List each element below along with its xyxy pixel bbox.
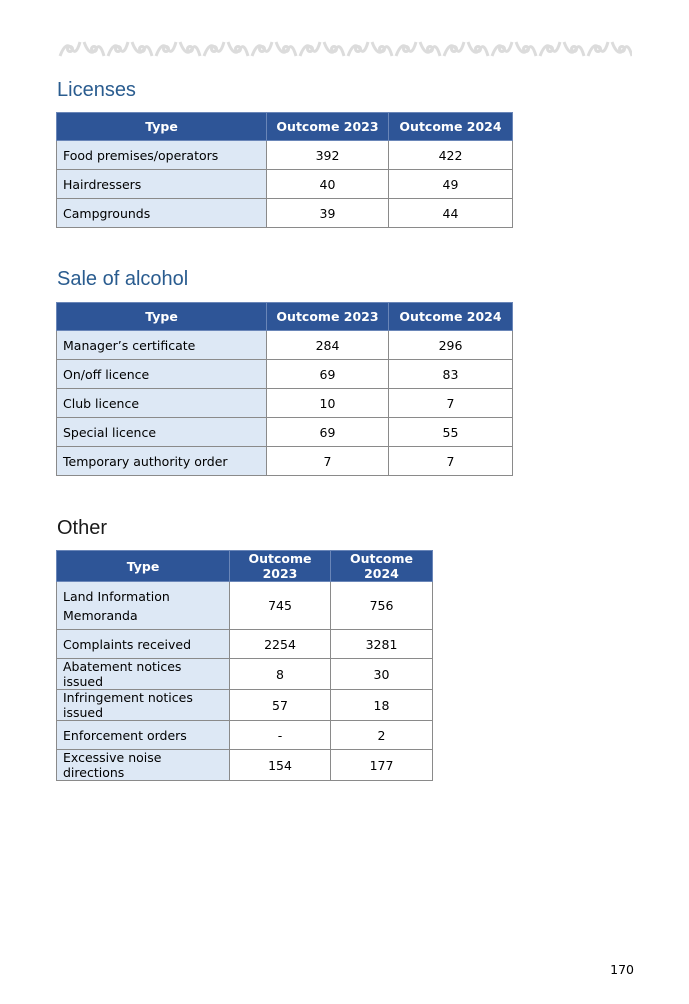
table-row [57,360,513,389]
row-type: Special licence [57,418,267,447]
row-outcome-2023: 8 [230,659,331,690]
other-table [56,550,433,781]
row-type: Infringement notices issued [57,690,230,721]
column-header-outcome-2024: Outcome 2024 [331,551,433,582]
column-header-outcome-2024: Outcome 2024 [389,113,513,141]
row-outcome-2024: 422 [389,141,513,170]
section-heading-sale-of-alcohol: Sale of alcohol [57,268,189,290]
column-header-outcome-2023: Outcome 2023 [267,113,389,141]
decorative-pattern-banner [58,36,632,62]
row-outcome-2024: 30 [331,659,433,690]
row-type: Abatement notices issued [57,659,230,690]
row-type: Enforcement orders [57,721,230,750]
table-row [57,750,433,781]
column-header-type: Type [57,551,230,582]
page-number: 170 [610,962,634,977]
row-outcome-2023: 745 [230,582,331,630]
column-header-type: Type [57,303,267,331]
row-outcome-2023: 284 [267,331,389,360]
table-row [57,141,513,170]
row-outcome-2024: 83 [389,360,513,389]
column-header-outcome-2024: Outcome 2024 [389,303,513,331]
column-header-outcome-2023: Outcome 2023 [230,551,331,582]
row-type: Food premises/operators [57,141,267,170]
row-outcome-2024: 49 [389,170,513,199]
table-row [57,418,513,447]
row-outcome-2024: 2 [331,721,433,750]
table-row [57,199,513,228]
row-outcome-2023: 39 [267,199,389,228]
row-outcome-2024: 7 [389,447,513,476]
table-header-row [57,303,513,331]
row-type: Hairdressers [57,170,267,199]
row-outcome-2024: 44 [389,199,513,228]
row-outcome-2023: 154 [230,750,331,781]
licenses-table [56,112,513,228]
row-type: Land Information Memoranda [57,582,230,630]
row-outcome-2023: 40 [267,170,389,199]
table-row [57,331,513,360]
row-outcome-2023: 69 [267,418,389,447]
row-type: Club licence [57,389,267,418]
table-row [57,690,433,721]
row-outcome-2023: 10 [267,389,389,418]
sale-of-alcohol-table [56,302,513,476]
column-header-type: Type [57,113,267,141]
row-outcome-2024: 296 [389,331,513,360]
table-row [57,630,433,659]
row-type: Manager’s certificate [57,331,267,360]
row-type: On/off licence [57,360,267,389]
row-outcome-2023: 69 [267,360,389,389]
table-row [57,582,433,630]
row-type: Excessive noise directions [57,750,230,781]
table-row [57,389,513,418]
table-header-row [57,551,433,582]
row-outcome-2024: 7 [389,389,513,418]
table-row [57,721,433,750]
row-outcome-2023: 7 [267,447,389,476]
row-outcome-2023: 392 [267,141,389,170]
row-outcome-2024: 55 [389,418,513,447]
row-outcome-2023: 57 [230,690,331,721]
row-type: Complaints received [57,630,230,659]
row-outcome-2023: - [230,721,331,750]
row-type: Campgrounds [57,199,267,228]
row-outcome-2024: 18 [331,690,433,721]
section-heading-other: Other [57,517,108,539]
section-heading-licenses: Licenses [57,79,136,101]
row-outcome-2024: 177 [331,750,433,781]
table-row [57,170,513,199]
row-outcome-2024: 3281 [331,630,433,659]
pattern-icon [58,36,632,62]
table-header-row [57,113,513,141]
row-type: Temporary authority order [57,447,267,476]
table-row [57,659,433,690]
table-row [57,447,513,476]
column-header-outcome-2023: Outcome 2023 [267,303,389,331]
row-outcome-2023: 2254 [230,630,331,659]
row-outcome-2024: 756 [331,582,433,630]
